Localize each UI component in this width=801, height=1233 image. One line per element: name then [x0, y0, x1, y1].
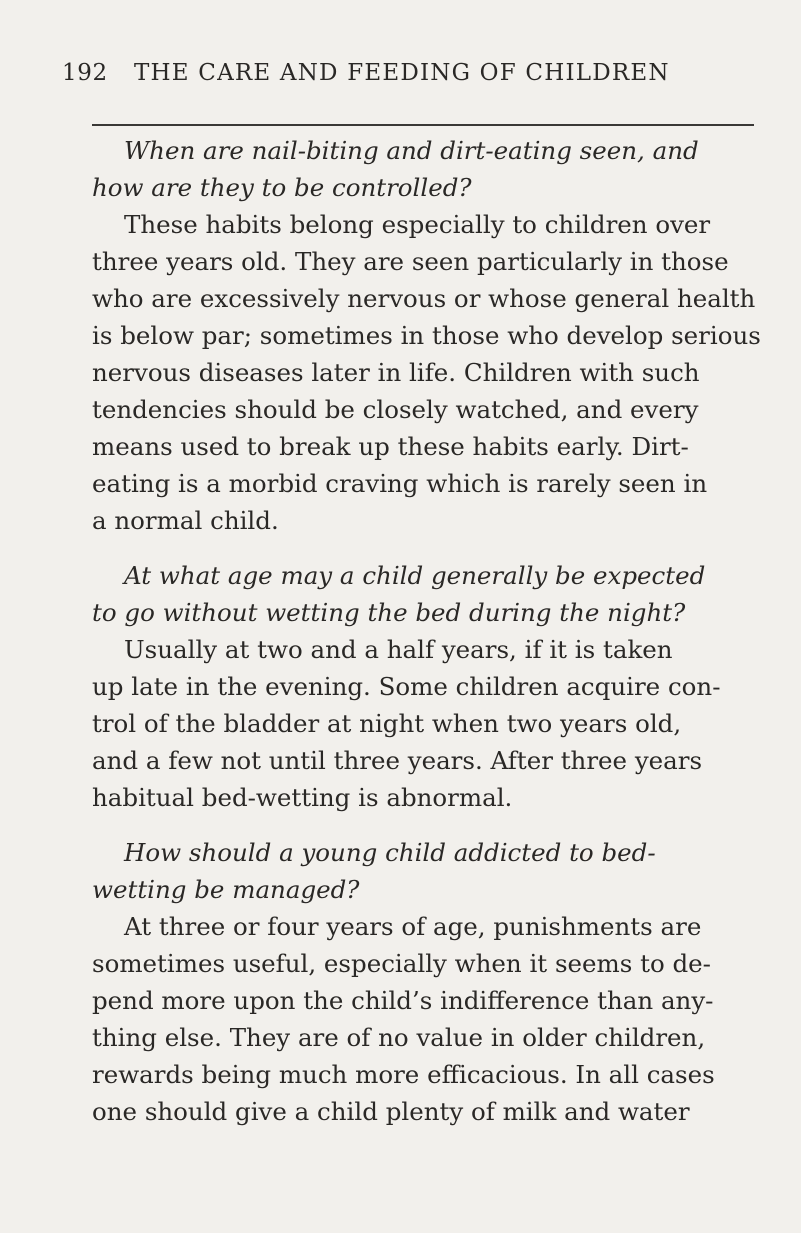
answer-line: one should give a child plenty of milk and water [92, 1097, 690, 1126]
question-line: wetting be managed? [92, 875, 360, 904]
question-line: When are nail-biting and dirt-eating seen, and [124, 136, 699, 165]
question-line: to go without wetting the bed during the night? [92, 598, 686, 627]
answer-line: trol of the bladder at night when two years old, [92, 709, 682, 738]
answer-line: and a few not until three years. After three years [92, 746, 703, 775]
question-line: how are they to be controlled? [92, 173, 472, 202]
answer-line: sometimes useful, especially when it seems to de- [92, 949, 711, 978]
running-title: THE CARE AND FEEDING OF CHILDREN [134, 60, 670, 86]
page-number: 192 [62, 60, 108, 86]
answer-line: thing else. They are of no value in older children, [92, 1023, 706, 1052]
answer-line: up late in the evening. Some children acquire con- [92, 672, 721, 701]
answer-line: a normal child. [92, 506, 279, 535]
answer-line: nervous diseases later in life. Children with such [92, 358, 700, 387]
answer-line: These habits belong especially to children over [124, 210, 711, 239]
question-line: How should a young child addicted to bed- [124, 838, 656, 867]
answer-line: is below par; sometimes in those who develop serious [92, 321, 761, 350]
qa-section-nail-biting [92, 132, 772, 539]
answer-line: eating is a morbid craving which is rarely seen in [92, 469, 708, 498]
answer-line: At three or four years of age, punishments are [124, 912, 702, 941]
qa-section-bed-wetting-age [92, 557, 772, 816]
answer-line: who are excessively nervous or whose general health [92, 284, 756, 313]
answer-line: rewards being much more efficacious. In all cases [92, 1060, 715, 1089]
answer-line: three years old. They are seen particularly in those [92, 247, 729, 276]
answer-line: tendencies should be closely watched, and every [92, 395, 699, 424]
qa-section-bed-wetting-management [92, 834, 772, 1130]
answer-line: Usually at two and a half years, if it is taken [124, 635, 673, 664]
question-line: At what age may a child generally be expected [124, 561, 706, 590]
answer-line: habitual bed-wetting is abnormal. [92, 783, 513, 812]
paragraph-gap [92, 816, 772, 834]
paragraph-gap [92, 539, 772, 557]
body-text [92, 132, 772, 1130]
header-rule [92, 124, 754, 126]
answer-line: pend more upon the child’s indifference than any- [92, 986, 714, 1015]
answer-line: means used to break up these habits early. Dirt- [92, 432, 689, 461]
running-head [62, 60, 742, 96]
